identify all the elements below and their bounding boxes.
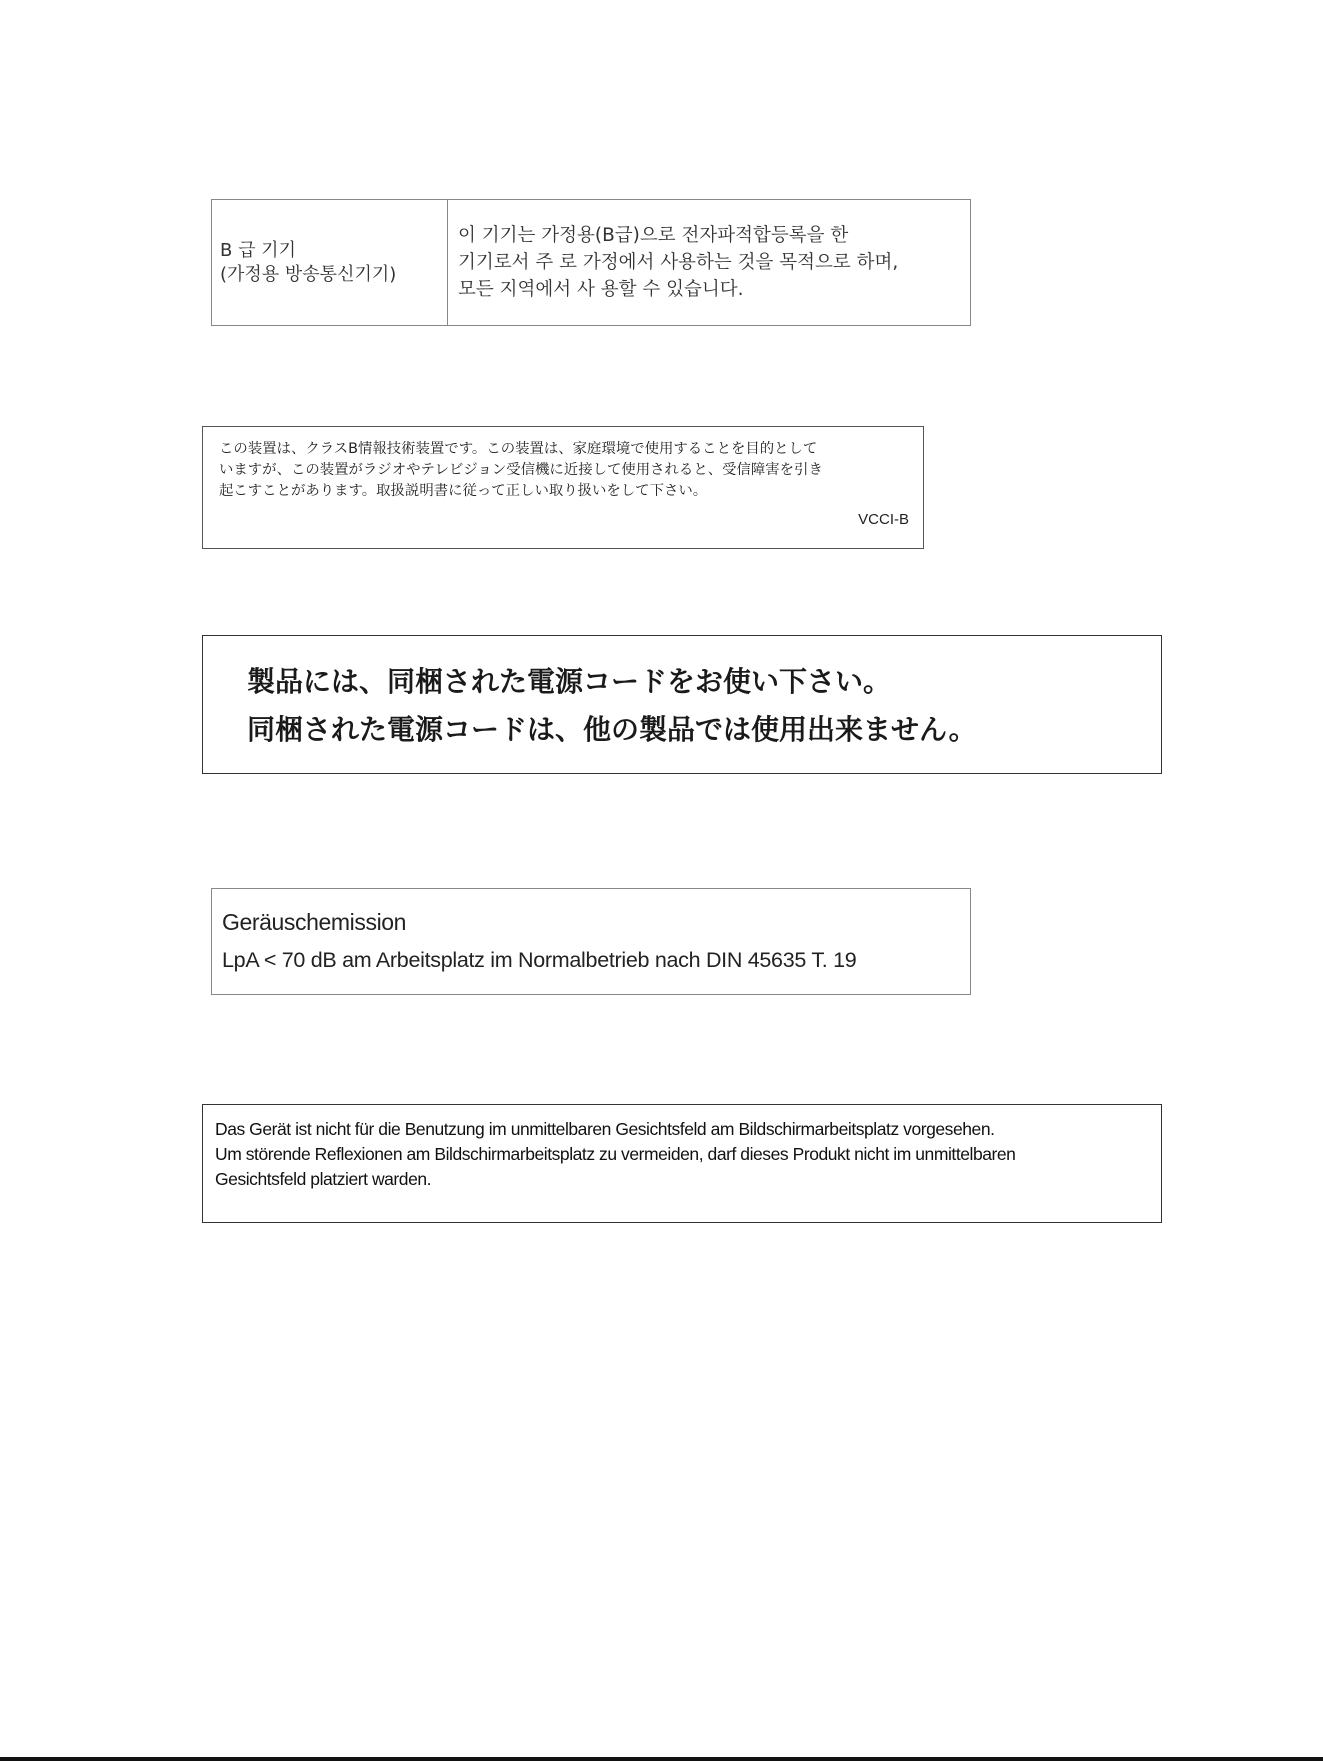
screen-workplace-notice [202,1104,1162,1223]
noise-emission-body: LpA < 70 dB am Arbeitsplatz im Normalbetrieb nach DIN 45635 T. 19 [222,948,857,972]
korean-class-label: B 급 기기 [220,239,296,261]
vcci-mark: VCCI-B [858,511,909,528]
korean-description-line: 기기로서 주 로 가정에서 사용하는 것을 목적으로 하며, [458,252,899,273]
korean-description-line: 모든 지역에서 사 용할 수 있습니다. [458,279,744,300]
korean-class-sublabel: (가정용 방송통신기기) [220,263,397,285]
power-cord-text-line: 製品には、同梱された電源コードをお使い下さい。 [247,665,892,698]
korean-description-cell [448,200,970,325]
power-cord-text-line: 同梱された電源コードは、他の製品では使用出来ません。 [247,713,977,746]
vcci-class-b-notice [202,426,924,549]
power-cord-notice [202,635,1162,774]
korean-description-line: 이 기기는 가정용(B급)으로 전자파적합등록을 한 [458,225,849,246]
korean-class-b-notice [211,199,971,326]
workplace-text-line: Um störende Reflexionen am Bildschirmarbeitsplatz zu vermeiden, darf dieses Produkt nicht im unmittelbaren [215,1144,1016,1164]
korean-class-cell [212,200,448,325]
page-bottom-rule [0,1757,1323,1761]
noise-emission-heading: Geräuschemission [222,909,407,935]
vcci-text-line: 起こすことがあります。取扱説明書に従って正しい取り扱いをして下さい。 [219,483,708,499]
vcci-text-line: この装置は、クラスB情報技術装置です。この装置は、家庭環境で使用することを目的として [219,441,818,457]
workplace-text-line: Das Gerät ist nicht für die Benutzung im unmittelbaren Gesichtsfeld am Bildschirmarbeitsplatz vorgesehen. [215,1119,995,1139]
workplace-text-line: Gesichtsfeld platziert warden. [215,1169,432,1189]
noise-emission-notice [211,888,971,995]
vcci-text-line: いますが、この装置がラジオやテレビジョン受信機に近接して使用されると、受信障害を引き [219,462,823,478]
